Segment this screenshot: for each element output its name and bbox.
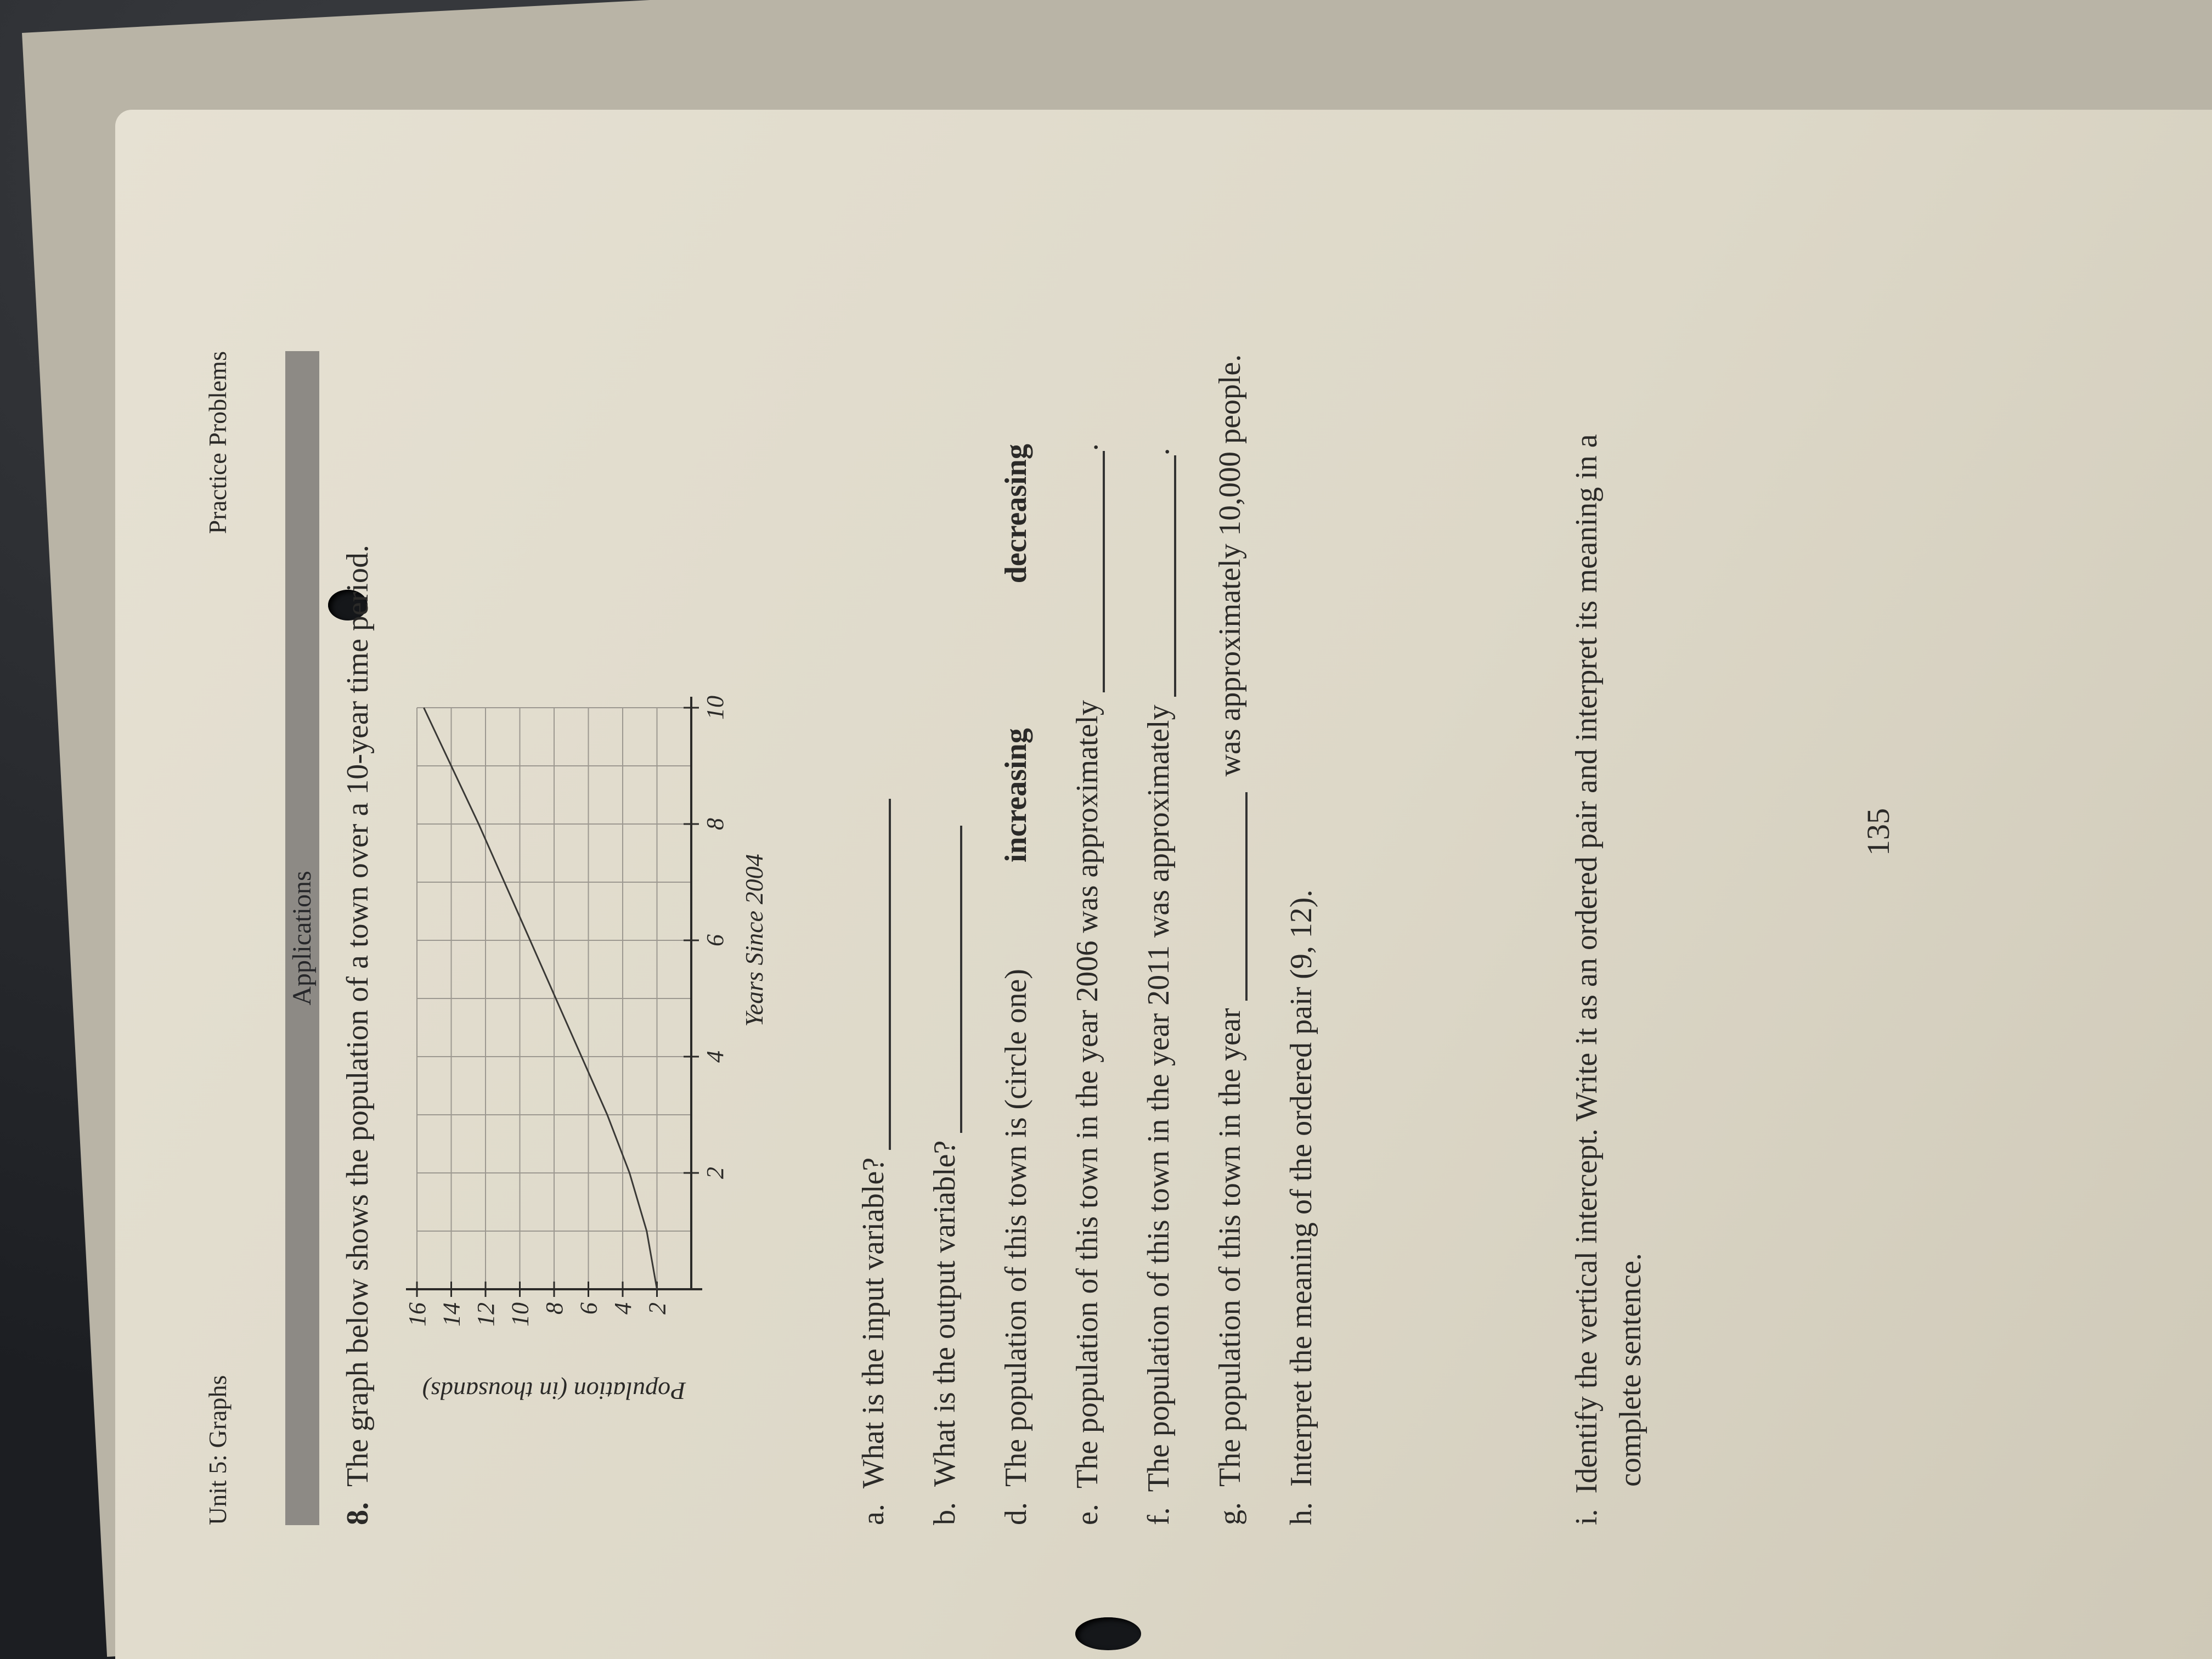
answer-blank-b[interactable] (933, 826, 962, 1133)
answer-blank-e[interactable] (1075, 451, 1105, 692)
rotated-worksheet-page (203, 99, 2068, 1525)
section-header: Practice Problems (204, 351, 232, 534)
unit-header: Unit 5: Graphs (204, 1375, 232, 1525)
x-tick-label: 2 (702, 1167, 729, 1179)
y-tick-label: 8 (541, 1302, 568, 1314)
binder-hole-bottom (1075, 1617, 1141, 1650)
x-axis-label: Years Since 2004 (740, 854, 768, 1027)
y-tick-label: 10 (506, 1302, 534, 1327)
question-i-line-2: complete sentence. (1613, 1252, 1647, 1487)
question-d (998, 444, 1034, 1525)
problem-statement (340, 545, 375, 1525)
question-i-letter: i. (1570, 1509, 1604, 1525)
option-decreasing[interactable]: decreasing (999, 444, 1033, 584)
problem-number: 8. (341, 1502, 375, 1525)
x-tick-labels (702, 696, 729, 1179)
question-a-text: What is the input variable? (856, 1157, 890, 1489)
option-increasing[interactable]: increasing (999, 728, 1033, 862)
problem-prompt: The graph below shows the population of a town over a 10-year time period. (341, 545, 375, 1487)
x-tick-label: 4 (702, 1051, 729, 1063)
population-chart (384, 686, 768, 1426)
question-e-letter: e. (1070, 1504, 1104, 1525)
question-d-letter: d. (999, 1502, 1033, 1525)
question-g-text-end: was approximately 10,000 people. (1213, 354, 1247, 777)
y-tick-labels (404, 1302, 671, 1327)
answer-blank-a[interactable] (861, 799, 891, 1150)
question-h-text: Interpret the meaning of the ordered pair (9, 12). (1284, 889, 1318, 1487)
question-i (1569, 434, 1604, 1525)
question-h-letter: h. (1284, 1502, 1318, 1525)
question-d-text: The population of this town is (circle one) (999, 969, 1033, 1487)
question-b (927, 826, 962, 1525)
question-b-letter: b. (928, 1502, 962, 1525)
question-i-text: Identify the vertical intercept. Write it as an ordered pair and interpret its meaning in a (1570, 434, 1604, 1494)
question-e-period: . (1070, 443, 1104, 452)
y-tick-label: 6 (575, 1302, 602, 1314)
x-tick-label: 10 (702, 696, 729, 720)
answer-blank-f[interactable] (1147, 455, 1176, 697)
page-number: 135 (1860, 808, 1896, 856)
y-axis-label: Population (in thousands) (422, 1377, 686, 1405)
y-tick-label: 14 (438, 1302, 465, 1327)
question-f (1141, 448, 1176, 1525)
chart-grid (417, 708, 691, 1289)
question-g-text: The population of this town in the year (1213, 1008, 1247, 1487)
question-e (1070, 443, 1105, 1525)
question-g-letter: g. (1213, 1502, 1247, 1525)
y-tick-label: 16 (404, 1302, 431, 1327)
question-h (1284, 890, 1319, 1525)
question-b-text: What is the output variable? (928, 1140, 962, 1487)
y-tick-label: 2 (644, 1302, 671, 1314)
question-e-text: The population of this town in the year 2006 was approximately (1070, 700, 1104, 1489)
question-f-letter: f. (1142, 1507, 1176, 1525)
x-tick-label: 6 (702, 934, 729, 946)
y-tick-label: 12 (472, 1302, 499, 1327)
answer-blank-g[interactable] (1218, 792, 1248, 1001)
question-f-text: The population of this town in the year 2011 was approximately (1142, 704, 1176, 1492)
y-tick-label: 4 (610, 1302, 636, 1314)
question-f-period: . (1142, 448, 1176, 456)
applications-banner: Applications (285, 351, 319, 1525)
x-tick-label: 8 (702, 818, 729, 830)
question-a (856, 799, 891, 1525)
question-g (1212, 354, 1248, 1525)
question-a-letter: a. (856, 1504, 890, 1525)
